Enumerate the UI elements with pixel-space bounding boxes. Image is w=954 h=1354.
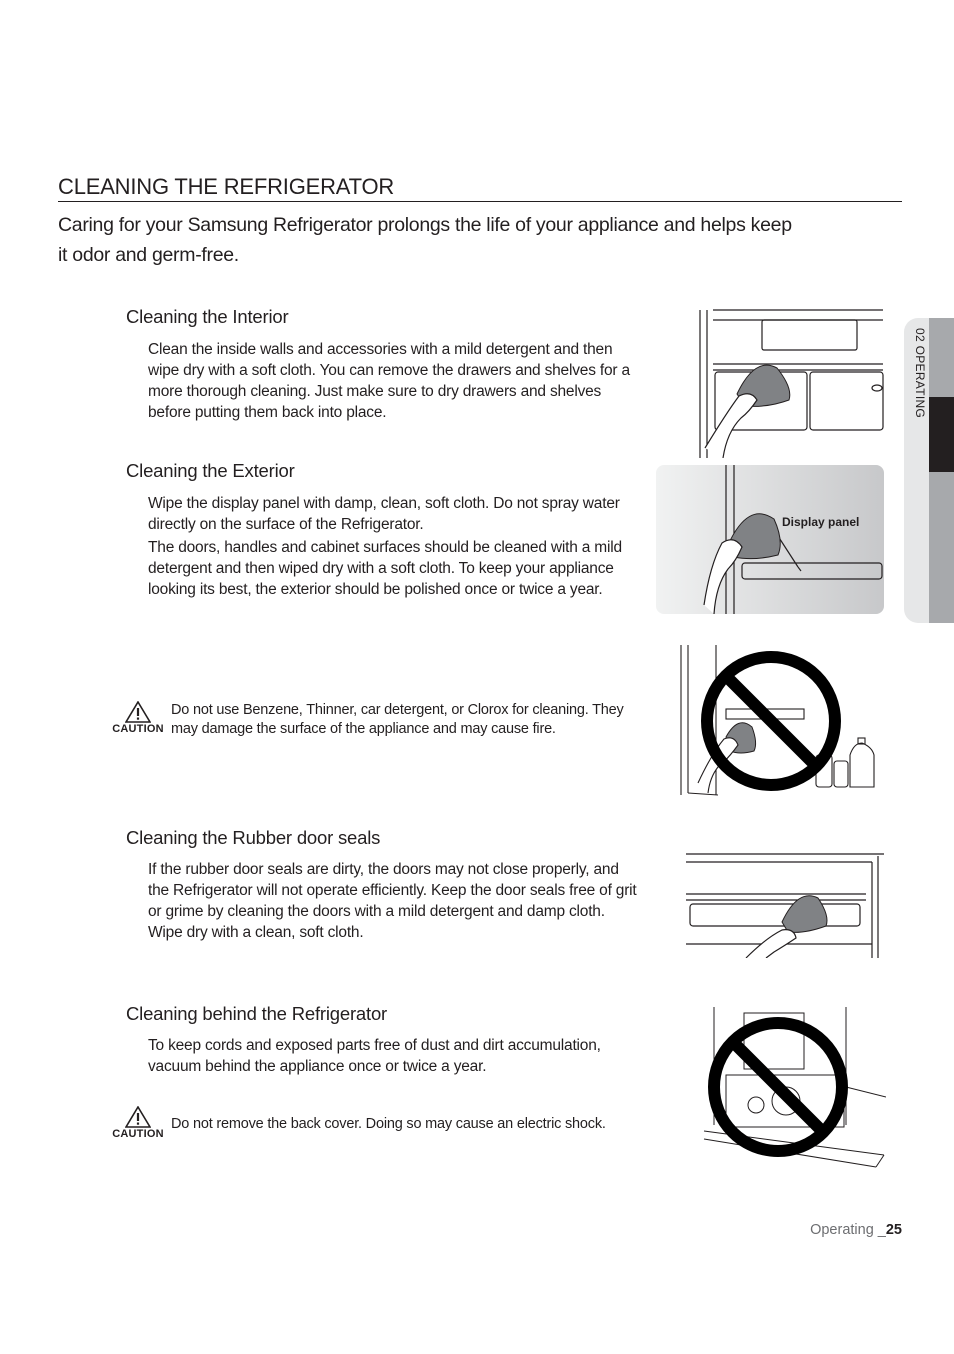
page-title: CLEANING THE REFRIGERATOR xyxy=(58,174,395,199)
caution-label: CAUTION xyxy=(112,723,164,735)
caution-label: CAUTION xyxy=(112,1128,164,1140)
illustration-exterior-cleaning xyxy=(656,465,884,614)
illustration-interior-cleaning xyxy=(697,308,885,458)
chapter-tab-segment xyxy=(929,472,954,623)
caution-text: Do not use Benzene, Thinner, car detergent, or Clorox for cleaning. They may damage the surface of the appliance and may cause fire. xyxy=(171,702,624,737)
display-panel-callout: Display panel xyxy=(782,515,860,529)
section-body-door-seals xyxy=(148,859,638,943)
section-paragraph: To keep cords and exposed parts free of dust and dirt accumulation, vacuum behind the appliance once or twice a year. xyxy=(148,1037,601,1075)
page-number: 25 xyxy=(885,1222,902,1238)
section-title-behind: Cleaning behind the Refrigerator xyxy=(126,1003,387,1024)
section-title-exterior: Cleaning the Exterior xyxy=(126,460,295,481)
intro-text: Caring for your Samsung Refrigerator prolongs the life of your appliance and helps keep it odor and germ-free. xyxy=(58,214,792,266)
section-body-interior xyxy=(148,339,643,423)
chapter-tab-active-segment xyxy=(929,397,954,472)
page-footer xyxy=(810,1222,902,1238)
section-title-door-seals: Cleaning the Rubber door seals xyxy=(126,827,381,848)
illustration-back-cover-prohibited xyxy=(700,1005,886,1175)
interior-illustration-graphic xyxy=(697,308,885,458)
back-cover-illustration-graphic xyxy=(700,1005,886,1175)
chemicals-illustration-graphic xyxy=(678,643,884,799)
chapter-tab-label: 02 OPERATING xyxy=(913,328,927,419)
caution-badge xyxy=(106,701,170,735)
section-body-behind xyxy=(148,1035,648,1077)
exterior-illustration-graphic xyxy=(656,465,884,614)
section-paragraph: Clean the inside walls and accessories with a mild detergent and then wipe dry with a soft cloth. You can remove the drawers and shelves for a more thorough cleaning. Just make sure to dry drawers and shelves before putting them back into place. xyxy=(148,341,630,421)
warning-triangle-icon xyxy=(125,701,151,723)
caution-text: Do not remove the back cover. Doing so may cause an electric shock. xyxy=(171,1116,606,1132)
warning-triangle-icon xyxy=(125,1106,151,1128)
footer-section: Operating _ xyxy=(810,1222,886,1238)
door-seal-illustration-graphic xyxy=(686,852,884,958)
section-title-interior: Cleaning the Interior xyxy=(126,306,289,327)
section-paragraph: If the rubber door seals are dirty, the doors may not close properly, and the Refrigerator will not operate efficiently. Keep the door seals free of grit or grime by cleaning the doors with a mild detergent and damp cloth. Wipe dry with a clean, soft cloth. xyxy=(148,861,637,941)
section-body-exterior xyxy=(148,493,643,600)
title-divider xyxy=(58,201,902,202)
section-paragraph: Wipe the display panel with damp, clean, soft cloth. Do not spray water directly on the surface of the Refrigerator. xyxy=(148,495,620,533)
section-paragraph: The doors, handles and cabinet surfaces should be cleaned with a mild detergent and then wiped dry with a soft cloth. To keep your appliance looking its best, the exterior should be polished once or twice a year. xyxy=(148,539,622,598)
chapter-tab-segment xyxy=(929,318,954,397)
caution-badge xyxy=(106,1106,170,1140)
illustration-door-seal-cleaning xyxy=(686,852,884,958)
illustration-prohibited-chemicals xyxy=(678,643,884,799)
